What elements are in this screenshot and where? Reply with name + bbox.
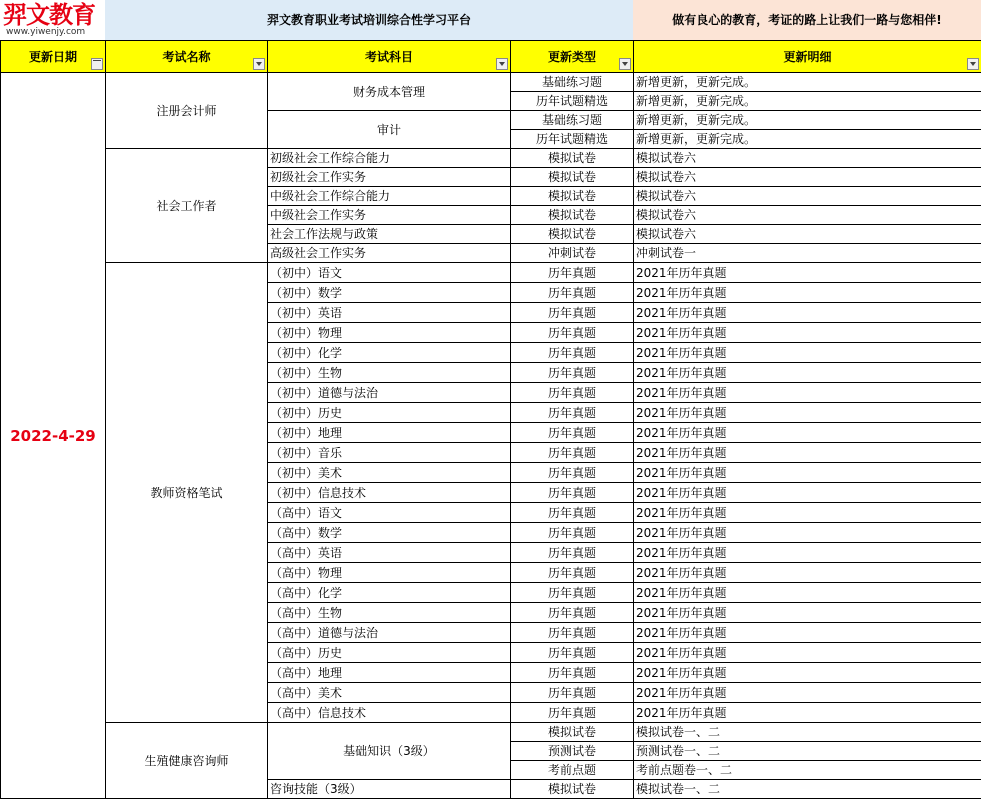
update-type-cell[interactable]: 历年真题 <box>511 623 634 643</box>
subject-cell[interactable]: （高中）英语 <box>268 543 511 563</box>
update-type-cell[interactable]: 考前点题 <box>511 761 634 780</box>
update-detail-cell[interactable]: 2021年历年真题 <box>634 603 981 623</box>
update-detail-cell[interactable]: 2021年历年真题 <box>634 643 981 663</box>
update-type-cell[interactable]: 历年真题 <box>511 423 634 443</box>
subject-cell[interactable]: 中级社会工作综合能力 <box>268 187 511 206</box>
update-detail-cell[interactable]: 预测试卷一、二 <box>634 742 981 761</box>
update-type-cell[interactable]: 历年试题精选 <box>511 92 634 111</box>
subject-cell[interactable]: （高中）生物 <box>268 603 511 623</box>
subject-cell[interactable]: （初中）数学 <box>268 283 511 303</box>
update-detail-cell[interactable]: 模拟试卷一、二 <box>634 780 981 799</box>
update-type-cell[interactable]: 历年真题 <box>511 383 634 403</box>
subject-cell[interactable]: （初中）英语 <box>268 303 511 323</box>
subject-cell[interactable]: （初中）地理 <box>268 423 511 443</box>
update-detail-cell[interactable]: 新增更新，更新完成。 <box>634 92 981 111</box>
table-row <box>1 723 981 742</box>
subject-cell[interactable]: 社会工作法规与政策 <box>268 225 511 244</box>
update-detail-cell[interactable]: 2021年历年真题 <box>634 583 981 603</box>
update-type-cell[interactable]: 历年真题 <box>511 483 634 503</box>
brand-logo <box>0 0 105 40</box>
table-row <box>1 263 981 283</box>
subject-cell[interactable]: 初级社会工作实务 <box>268 168 511 187</box>
filter-active-icon[interactable] <box>91 58 103 70</box>
update-detail-cell[interactable]: 2021年历年真题 <box>634 343 981 363</box>
table-row <box>1 73 981 92</box>
header-subject-label: 考试科目 <box>365 50 413 64</box>
update-detail-cell[interactable]: 2021年历年真题 <box>634 303 981 323</box>
update-detail-cell[interactable]: 2021年历年真题 <box>634 443 981 463</box>
subject-cell[interactable]: （初中）物理 <box>268 323 511 343</box>
update-detail-cell[interactable]: 2021年历年真题 <box>634 703 981 723</box>
update-detail-cell[interactable]: 2021年历年真题 <box>634 423 981 443</box>
update-table <box>0 40 981 799</box>
update-type-cell[interactable]: 历年真题 <box>511 343 634 363</box>
update-type-cell[interactable]: 历年真题 <box>511 643 634 663</box>
subject-cell[interactable]: （高中）语文 <box>268 503 511 523</box>
subject-cell[interactable]: （高中）地理 <box>268 663 511 683</box>
header-exam-name-label: 考试名称 <box>162 50 210 64</box>
slogan: 做有良心的教育，考证的路上让我们一路与您相伴! <box>633 0 981 40</box>
update-detail-cell[interactable]: 2021年历年真题 <box>634 543 981 563</box>
update-detail-cell[interactable]: 模拟试卷六 <box>634 225 981 244</box>
update-type-cell[interactable]: 历年真题 <box>511 323 634 343</box>
subject-cell[interactable]: （高中）历史 <box>268 643 511 663</box>
update-detail-cell[interactable]: 新增更新，更新完成。 <box>634 111 981 130</box>
update-type-cell[interactable]: 历年试题精选 <box>511 130 634 149</box>
update-detail-cell[interactable]: 2021年历年真题 <box>634 263 981 283</box>
update-detail-cell[interactable]: 模拟试卷一、二 <box>634 723 981 742</box>
subject-cell[interactable]: 财务成本管理 <box>268 73 511 111</box>
update-detail-cell[interactable]: 2021年历年真题 <box>634 563 981 583</box>
update-type-cell[interactable]: 历年真题 <box>511 583 634 603</box>
subject-cell[interactable]: 中级社会工作实务 <box>268 206 511 225</box>
subject-cell[interactable]: 高级社会工作实务 <box>268 244 511 263</box>
update-detail-cell[interactable]: 2021年历年真题 <box>634 383 981 403</box>
brand-url: www.yiwenjy.com <box>6 26 85 38</box>
subject-cell[interactable]: （高中）道德与法治 <box>268 623 511 643</box>
subject-cell[interactable]: （高中）信息技术 <box>268 703 511 723</box>
header-update-type[interactable] <box>511 41 634 73</box>
update-detail-cell[interactable]: 2021年历年真题 <box>634 683 981 703</box>
subject-cell[interactable]: （高中）美术 <box>268 683 511 703</box>
update-type-cell[interactable]: 历年真题 <box>511 303 634 323</box>
update-type-cell[interactable]: 基础练习题 <box>511 111 634 130</box>
update-type-cell[interactable]: 模拟试卷 <box>511 149 634 168</box>
header-subject[interactable] <box>268 41 511 73</box>
update-type-cell[interactable]: 预测试卷 <box>511 742 634 761</box>
update-detail-cell[interactable]: 冲刺试卷一 <box>634 244 981 263</box>
update-detail-cell[interactable]: 2021年历年真题 <box>634 323 981 343</box>
header-update-type-label: 更新类型 <box>548 50 596 64</box>
header-row <box>1 41 981 73</box>
subject-cell[interactable]: （初中）美术 <box>268 463 511 483</box>
brand-name: 羿文教育 <box>3 0 95 30</box>
update-detail-cell[interactable]: 新增更新，更新完成。 <box>634 73 981 92</box>
update-type-cell[interactable]: 模拟试卷 <box>511 780 634 799</box>
dropdown-arrow-icon[interactable] <box>619 58 631 70</box>
update-detail-cell[interactable]: 2021年历年真题 <box>634 623 981 643</box>
subject-cell[interactable]: 咨询技能（3级） <box>268 780 511 799</box>
update-detail-cell[interactable]: 考前点题卷一、二 <box>634 761 981 780</box>
subject-cell[interactable]: （初中）生物 <box>268 363 511 383</box>
update-date-cell[interactable]: 2022-4-29 <box>1 73 106 799</box>
update-type-cell[interactable]: 历年真题 <box>511 683 634 703</box>
update-type-cell[interactable]: 历年真题 <box>511 283 634 303</box>
header-date[interactable] <box>1 41 106 73</box>
subject-cell[interactable]: （初中）音乐 <box>268 443 511 463</box>
exam-name-cell[interactable]: 社会工作者 <box>106 149 268 263</box>
update-type-cell[interactable]: 模拟试卷 <box>511 168 634 187</box>
banner <box>0 0 981 40</box>
update-type-cell[interactable]: 历年真题 <box>511 543 634 563</box>
update-type-cell[interactable]: 历年真题 <box>511 603 634 623</box>
dropdown-arrow-icon[interactable] <box>253 58 265 70</box>
update-detail-cell[interactable]: 模拟试卷六 <box>634 149 981 168</box>
header-update-detail[interactable] <box>634 41 981 73</box>
update-type-cell[interactable]: 模拟试卷 <box>511 225 634 244</box>
subject-cell[interactable]: （初中）化学 <box>268 343 511 363</box>
update-detail-cell[interactable]: 2021年历年真题 <box>634 523 981 543</box>
subject-cell[interactable]: （初中）语文 <box>268 263 511 283</box>
exam-name-cell[interactable]: 生殖健康咨询师 <box>106 723 268 799</box>
update-type-cell[interactable]: 历年真题 <box>511 563 634 583</box>
table-body <box>1 73 981 799</box>
update-detail-cell[interactable]: 模拟试卷六 <box>634 168 981 187</box>
update-type-cell[interactable]: 历年真题 <box>511 663 634 683</box>
update-type-cell[interactable]: 历年真题 <box>511 443 634 463</box>
update-detail-cell[interactable]: 2021年历年真题 <box>634 503 981 523</box>
subject-cell[interactable]: 初级社会工作综合能力 <box>268 149 511 168</box>
update-type-cell[interactable]: 冲刺试卷 <box>511 244 634 263</box>
update-type-cell[interactable]: 历年真题 <box>511 363 634 383</box>
update-type-cell[interactable]: 基础练习题 <box>511 73 634 92</box>
subject-cell[interactable]: （初中）道德与法治 <box>268 383 511 403</box>
header-exam-name[interactable] <box>106 41 268 73</box>
subject-cell[interactable]: （高中）化学 <box>268 583 511 603</box>
table-row <box>1 149 981 168</box>
dropdown-arrow-icon[interactable] <box>496 58 508 70</box>
subject-cell[interactable]: （初中）历史 <box>268 403 511 423</box>
platform-title: 羿文教育职业考试培训综合性学习平台 <box>105 0 633 40</box>
update-detail-cell[interactable]: 新增更新，更新完成。 <box>634 130 981 149</box>
update-type-cell[interactable]: 历年真题 <box>511 263 634 283</box>
update-detail-cell[interactable]: 模拟试卷六 <box>634 187 981 206</box>
header-date-label: 更新日期 <box>29 50 77 64</box>
update-type-cell[interactable]: 模拟试卷 <box>511 206 634 225</box>
subject-cell[interactable]: 基础知识（3级） <box>268 723 511 780</box>
update-detail-cell[interactable]: 模拟试卷六 <box>634 206 981 225</box>
update-type-cell[interactable]: 历年真题 <box>511 703 634 723</box>
update-type-cell[interactable]: 模拟试卷 <box>511 187 634 206</box>
update-type-cell[interactable]: 历年真题 <box>511 403 634 423</box>
subject-cell[interactable]: （高中）物理 <box>268 563 511 583</box>
dropdown-arrow-icon[interactable] <box>967 58 979 70</box>
update-type-cell[interactable]: 历年真题 <box>511 463 634 483</box>
update-detail-cell[interactable]: 2021年历年真题 <box>634 363 981 383</box>
update-detail-cell[interactable]: 2021年历年真题 <box>634 483 981 503</box>
update-detail-cell[interactable]: 2021年历年真题 <box>634 463 981 483</box>
subject-cell[interactable]: （高中）数学 <box>268 523 511 543</box>
update-detail-cell[interactable]: 2021年历年真题 <box>634 663 981 683</box>
header-update-detail-label: 更新明细 <box>783 50 831 64</box>
update-type-cell[interactable]: 历年真题 <box>511 523 634 543</box>
update-type-cell[interactable]: 历年真题 <box>511 503 634 523</box>
subject-cell[interactable]: 审计 <box>268 111 511 149</box>
update-detail-cell[interactable]: 2021年历年真题 <box>634 283 981 303</box>
exam-name-cell[interactable]: 教师资格笔试 <box>106 263 268 723</box>
update-detail-cell[interactable]: 2021年历年真题 <box>634 403 981 423</box>
update-type-cell[interactable]: 模拟试卷 <box>511 723 634 742</box>
subject-cell[interactable]: （初中）信息技术 <box>268 483 511 503</box>
exam-name-cell[interactable]: 注册会计师 <box>106 73 268 149</box>
